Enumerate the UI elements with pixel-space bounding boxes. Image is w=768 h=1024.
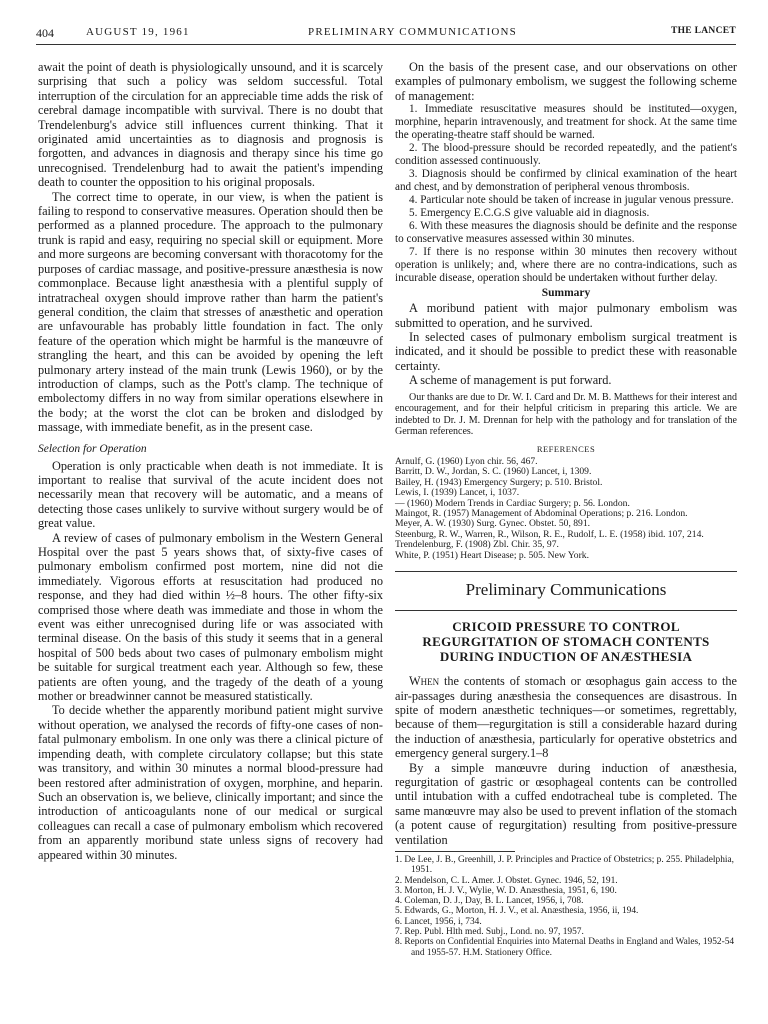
reference: Arnulf, G. (1960) Lyon chir. 56, 467. xyxy=(395,456,538,468)
management-step: 2. The blood-pressure should be recorded repeatedly, and the patient's condition assessed continuously. xyxy=(395,142,737,168)
numbered-reference: 3. Morton, H. J. V., Wylie, W. D. Anæsthesia, 1951, 6, 190. xyxy=(395,885,617,896)
reference: Trendelenburg, F. (1908) Zbl. Chir. 35, 97. xyxy=(395,539,559,551)
paragraph: To decide whether the apparently moribund patient might survive without operation, we analysed the records of fifty-one cases of non-fatal pulmonary embolism. In one only was there a clinical picture of impending death, with complete circulatory collapse; but this state was transitory, and within 30 minutes a normal blood-pressure had been restored after administration of oxygen, morphine, and heparin. Such an observation is, we believe, clinically important; and since the introduction of anticoagulants none of our medical or surgical colleagues can recall a case of pulmonary embolism which recovered from an apparently moribund state unless signs of recovery had appeared within 30 minutes. xyxy=(38,703,383,862)
numbered-reference: 7. Rep. Publ. Hlth med. Subj., Lond. no. 97, 1957. xyxy=(395,927,584,938)
paragraph: Operation is only practicable when death is not immediate. It is important to realise that survival of the acute incident does not necessarily mean that recovery will be automatic, and a means of detecting those cases unlikely to survive without surgery would be of great value. xyxy=(38,458,383,531)
management-step: 6. With these measures the diagnosis should be definite and the response to conservative measures assessed within 30 minutes. xyxy=(395,220,737,246)
summary-paragraph: In selected cases of pulmonary embolism surgical treatment is indicated, and it should be possible to predict these with reasonable certainty. xyxy=(395,330,737,373)
reference: Steenburg, R. W., Warren, R., Wilson, R. E., Rudolf, L. E. (1958) ibid. 107, 214. xyxy=(395,528,704,540)
reference: Barritt, D. W., Jordan, S. C. (1960) Lancet, i, 1309. xyxy=(395,466,592,478)
numbered-reference: 4. Coleman, D. J., Day, B. L. Lancet, 1956, i, 708. xyxy=(395,896,584,907)
subheading: Selection for Operation xyxy=(38,442,147,455)
acknowledgements: Our thanks are due to Dr. W. I. Card and Dr. M. B. Matthews for their interest and encouragement, and for their helpful criticism in preparing this article. We are indebted to Dr. J. M. Drennan for help with the pathology and for translation of the German references. xyxy=(395,391,737,438)
numbered-reference: 2. Mendelson, C. L. Amer. J. Obstet. Gynec. 1946, 52, 191. xyxy=(395,875,618,886)
reference: White, P. (1951) Heart Disease; p. 505. New York. xyxy=(395,549,589,561)
journal-name: THE LANCET xyxy=(670,26,736,36)
left-column xyxy=(38,60,383,862)
numbered-reference: 5. Edwards, G., Morton, H. J. V., et al. Anæsthesia, 1956, ii, 194. xyxy=(395,906,639,917)
article-paragraph: By a simple manœuvre during induction of anæsthesia, regurgitation of gastric or œsophageal contents can be controlled until intubation with a cuffed endotracheal tube is completed. The same manœuvre may also be used to prevent inflation of the stomach (a potent cause of regurgitation) resulting from positive-pressure ventilation xyxy=(395,760,737,847)
right-column xyxy=(395,60,737,958)
issue-date: AUGUST 19, 1961 xyxy=(86,26,190,38)
reference: Meyer, A. W. (1930) Surg. Gynec. Obstet. 50, 891. xyxy=(395,518,591,530)
paragraph: On the basis of the present case, and our observations on other examples of pulmonary embolism, we suggest the following scheme of management: xyxy=(395,60,737,103)
references-heading: REFERENCES xyxy=(536,444,596,455)
paragraph: await the point of death is physiologically unsound, and it is scarcely surprising that such a policy was seldom successful. Total interruption of the circulation for an appreciable time adds the risk of cerebral damage incompatible with survival. There is no doubt that Trendelenburg's advice still influences current thinking. That it originated amid uncertainties as to diagnosis and prognosis is forgotten, and advances in diagnosis and therapy since his time go unrecognised. Trendelenburg had to await the patient's impending death to counter the opposition to his original proposals. xyxy=(38,60,383,190)
reference: Bailey, H. (1943) Emergency Surgery; p. 510. Bristol. xyxy=(395,476,603,488)
footnote-rule xyxy=(395,851,515,852)
lead-word: When xyxy=(409,674,440,689)
management-step: 3. Diagnosis should be confirmed by clinical examination of the heart and chest, and by demonstration of peripheral venous thrombosis. xyxy=(395,168,737,194)
summary-paragraph: A moribund patient with major pulmonary embolism was submitted to operation, and he survived. xyxy=(395,301,737,330)
section-divider xyxy=(395,571,737,572)
management-step: 1. Immediate resuscitative measures should be instituted—oxygen, morphine, heparin intravenously, and treatment for shock. At the same time the operating-theatre staff should be warned. xyxy=(395,103,737,142)
reference: Maingot, R. (1957) Management of Abdominal Operations; p. 216. London. xyxy=(395,508,688,520)
summary-heading: Summary xyxy=(541,287,591,300)
header-rule xyxy=(36,44,736,45)
page-number: 404 xyxy=(36,26,54,40)
management-step: 4. Particular note should be taken of increase in jugular venous pressure. xyxy=(409,194,734,207)
numbered-reference-list xyxy=(395,855,737,958)
page-header xyxy=(36,26,736,44)
article-text: the contents of stomach or œsophagus gain access to the air-passages during anæsthesia the consequences are disastrous. In spite of modern anæsthetic techniques—or sometimes, regrettably, because of them—regurgitation is still a considerable hazard during the induction of anæsthesia, particularly for operative obstetrics and emergency general surgery.1–8 xyxy=(395,674,737,761)
reference-list xyxy=(395,457,737,561)
preliminary-communications-title: Preliminary Communications xyxy=(465,580,667,600)
article-paragraph xyxy=(395,674,737,760)
section-title: PRELIMINARY COMMUNICATIONS xyxy=(308,26,517,38)
numbered-reference: 6. Lancet, 1956, i, 734. xyxy=(395,916,482,927)
reference: Lewis, I. (1939) Lancet, i, 1037. xyxy=(395,487,520,499)
numbered-reference: 1. De Lee, J. B., Greenhill, J. P. Principles and Practice of Obstetrics; p. 255. Philadelphia, 1951. xyxy=(395,854,734,876)
management-step: 5. Emergency E.C.G.S give valuable aid in diagnosis. xyxy=(409,207,650,220)
paragraph: The correct time to operate, in our view, is when the patient is failing to respond to conservative measures. Operation should then be performed as a planned procedure. The approach to the pulmonary trunk is rapid and easy, requiring no special skill or equipment. More and more surgeons are becoming conversant with thoracotomy for the purposes of cardiac massage, and positive-pressure anæsthesia is now commonplace. Because light anæsthesia with a plentiful supply of intratracheal oxygen should improve rather than harm the patient's general condition, the claim that stresses of anæsthetic and operation are unfavourable has probably little foundation in fact. The only feature of the operation which might be harmful is the manœuvre of strangling the heart, and this can be avoided by opening the left pulmonary artery instead of the main trunk (Lewis 1960), or by the introduction of clamps, such as the Pott's clamp. The technique of embolectomy differs in no way from similar operations elsewhere in the body; at the worst the clot can be broken and dislodged by massage, with immediate benefit, as in the present case. xyxy=(38,189,383,435)
article-title: CRICOID PRESSURE TO CONTROL REGURGITATION OF STOMACH CONTENTS DURING INDUCTION OF ANÆSTHESIA xyxy=(422,619,710,665)
summary-paragraph: A scheme of management is put forward. xyxy=(409,373,612,388)
numbered-reference: 8. Reports on Confidential Enquiries into Maternal Deaths in England and Wales, 1952-54 and 1955-57. H.M. Stationery Office. xyxy=(395,937,735,958)
management-step: 7. If there is no response within 30 minutes then recovery without operation is unlikely; and, where there are no contra-indications, such as incurable disease, operation should be undertaken without further delay. xyxy=(395,246,737,285)
section-divider xyxy=(395,610,737,611)
paragraph: A review of cases of pulmonary embolism in the Western General Hospital over the past 5 years shows that, of sixty-five cases of pulmonary embolism confirmed post mortem, nine did not die immediately. Vigorous efforts at resuscitation had produced no response, and they had died within ½–8 hours. The other fifty-six comprised those where death was immediate and those in whom the event was either unrecognised during life or was associated with terminal disease. On the basis of this study it seems that in a general hospital of 500 beds about two cases of pulmonary embolism might be suitable for surgical treatment each year. Although so few, these patients are often young, and the tragedy of the death of a young mother or breadwinner cannot be measured statistically. xyxy=(38,530,383,704)
reference: — (1960) Modern Trends in Cardiac Surgery; p. 56. London. xyxy=(395,497,630,509)
